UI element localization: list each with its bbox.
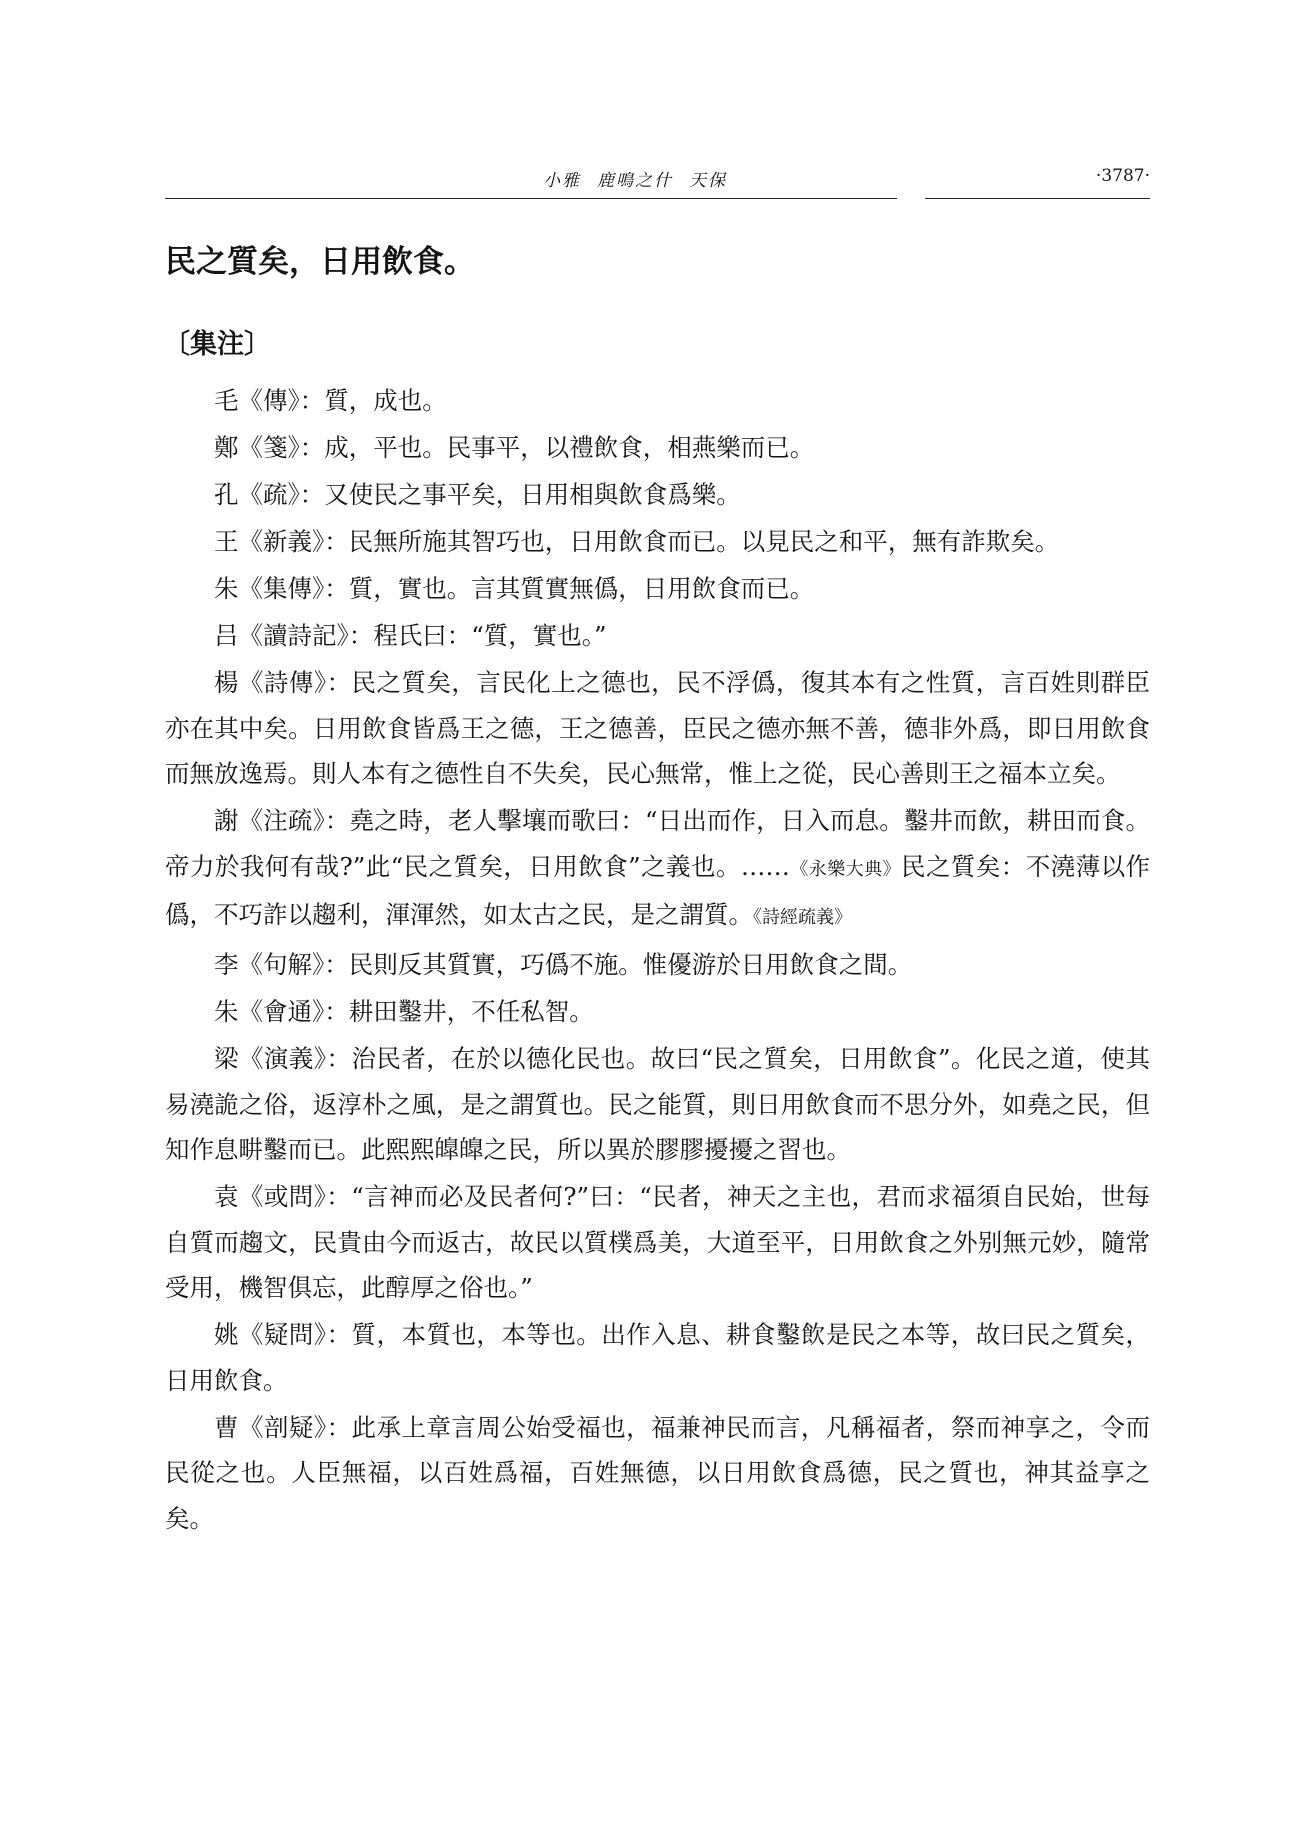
commentary-entry-xie (165, 798, 1150, 941)
commentary-entry: 姚《疑問》：質，本質也，本等也。出作入息、耕食鑿飲是民之本等，故曰民之質矣，日用飲食。 (165, 1320, 1150, 1395)
commentary-entry: 楊《詩傳》：民之質矣，言民化上之德也，民不浮僞，復其本有之性質，言百姓則群臣亦在其中矣。日用飲食皆爲王之德，王之德善，臣民之德亦無不善，德非外爲，即日用飲食而無放逸焉。則人本有之德性自不失矣，民心無常，惟上之從，民心善則王之福本立矣。 (165, 668, 1150, 788)
commentary-entry: 吕《讀詩記》：程氏曰：“質，實也。” (214, 621, 607, 650)
commentary-entry: 曹《剖疑》：此承上章言周公始受福也，福兼神民而言，凡稱福者，祭而神享之，令而民從之也。人臣無福，以百姓爲福，百姓無德，以日用飲食爲德，民之質也，神其益享之矣。 (165, 1412, 1150, 1533)
commentary-entry: 朱《會通》：耕田鑿井，不任私智。 (214, 997, 594, 1026)
commentary-entry: 鄭《箋》：成，平也。民事平，以禮飲食，相燕樂而已。 (214, 433, 815, 462)
header-rule (165, 198, 897, 199)
entry-text: 謝《注疏》：堯之時，老人擊壤而歌曰：“日出而作，日入而息。鑿井而飲，耕田而食。帝力於我何有哉?”此“民之質矣，日用飲食”之義也。…… (165, 806, 1150, 881)
commentary-entry: 袁《或問》：“言神而必及民者何?”曰：“民者，神天之主也，君而求福須自民始，世每自質而趨文，民貴由今而返古，故民以質樸爲美，大道至平，日用飲食之外别無元妙，隨常受用，機智俱忘，此醇厚之俗也。” (165, 1182, 1150, 1302)
source-note: 《永樂大典》 (789, 858, 902, 880)
source-note: 《詩經疏義》 (753, 907, 852, 928)
section-heading: 〔集注〕 (163, 329, 271, 360)
page-number: ·3787· (1095, 166, 1150, 186)
running-header (165, 160, 1150, 200)
commentary-entry: 朱《集傳》：質，實也。言其質實無僞，日用飲食而已。 (214, 574, 815, 603)
commentary-entry: 李《句解》：民則反其質實，巧僞不施。惟優游於日用飲食之間。 (214, 950, 913, 979)
header-chapter: 鹿鳴之什 (597, 171, 673, 191)
poem-line: 民之質矣，日用飲食。 (165, 244, 475, 280)
header-section: 小雅 (543, 171, 581, 191)
commentary-entry: 毛《傳》：質，成也。 (214, 386, 447, 415)
commentary-entry: 王《新義》：民無所施其智巧也，日用飲食而已。以見民之和平，無有詐欺矣。 (214, 527, 1060, 556)
header-rule (925, 198, 1150, 199)
header-title (543, 166, 743, 191)
commentary-entry: 梁《演義》：治民者，在於以德化民也。故曰“民之質矣，日用飲食”。化民之道，使其易澆詭之俗，返淳朴之風，是之謂質也。民之能質，則日用飲食而不思分外，如堯之民，但知作息畊鑿而已。此熙熙皥皥之民，所以異於膠膠擾擾之習也。 (165, 1044, 1150, 1164)
commentary-body (165, 378, 1150, 1543)
commentary-entry: 孔《疏》：又使民之事平矣，日用相與飲食爲樂。 (214, 480, 741, 509)
entry-text: 民之質矣：不澆薄以作僞，不巧詐以趨利，渾渾然，如太古之民，是之謂質。 (165, 851, 1151, 929)
header-poem: 天保 (689, 171, 727, 191)
